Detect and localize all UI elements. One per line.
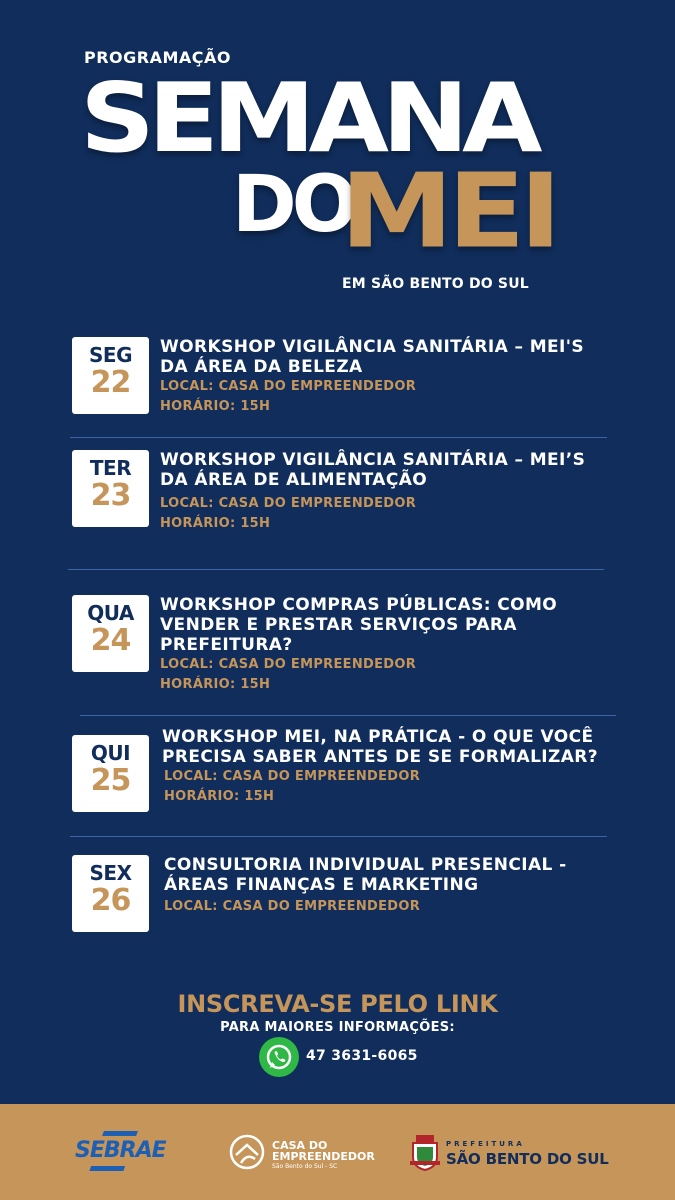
day-number: 25 <box>90 763 131 798</box>
more-info-label: PARA MAIORES INFORMAÇÕES: <box>220 1020 455 1035</box>
event-title: WORKSHOP COMPRAS PÚBLICAS: COMO VENDER E PRESTAR SERVIÇOS PARA PREFEITURA? <box>160 595 558 655</box>
day-number: 22 <box>90 365 131 400</box>
prefeitura-name: SÃO BENTO DO SUL <box>446 1150 609 1168</box>
divider <box>70 836 607 837</box>
event-info <box>160 450 612 534</box>
date-badge <box>72 855 149 932</box>
day-number: 26 <box>90 883 131 918</box>
event-info <box>160 337 612 417</box>
event-location: LOCAL: CASA DO EMPREENDEDOR <box>164 769 421 784</box>
event-info <box>164 855 616 917</box>
weekday: SEG <box>89 343 132 367</box>
event-title: WORKSHOP VIGILÂNCIA SANITÁRIA – MEI'S DA ÁREA DA BELEZA <box>160 337 585 377</box>
date-badge <box>72 735 149 812</box>
program-kicker: PROGRAMAÇÃO <box>84 48 232 67</box>
weekday: QUA <box>87 601 134 625</box>
house-icon <box>228 1133 266 1171</box>
event-info <box>160 595 612 695</box>
event-title: WORKSHOP VIGILÂNCIA SANITÁRIA – MEI’S DA ÁREA DE ALIMENTAÇÃO <box>160 450 586 490</box>
divider <box>80 715 616 716</box>
sebrae-logo-text: SEBRAE <box>75 1138 166 1163</box>
weekday: QUI <box>90 741 131 765</box>
signup-cta: INSCREVA-SE PELO LINK <box>177 990 498 1018</box>
weekday: TER <box>89 456 132 480</box>
event-title: WORKSHOP MEI, NA PRÁTICA - O QUE VOCÊ PRECISA SABER ANTES DE SE FORMALIZAR? <box>162 727 599 767</box>
day-number: 23 <box>90 478 131 513</box>
casa-subtitle: São Bento do Sul - SC <box>272 1163 338 1170</box>
date-badge <box>72 450 149 527</box>
divider <box>68 569 604 570</box>
title-mei: MEI <box>340 151 556 271</box>
event-location: LOCAL: CASA DO EMPREENDEDOR <box>160 496 417 511</box>
whatsapp-icon[interactable] <box>259 1037 299 1077</box>
title-semana: SEMANA <box>80 61 536 174</box>
event-time: HORÁRIO: 15H <box>160 399 271 414</box>
day-number: 24 <box>90 623 131 658</box>
event-location: LOCAL: CASA DO EMPREENDEDOR <box>160 657 417 672</box>
prefeitura-label: PREFEITURA <box>446 1140 525 1148</box>
weekday: SEX <box>89 861 132 885</box>
event-time: HORÁRIO: 15H <box>160 516 271 531</box>
event-time: HORÁRIO: 15H <box>160 677 271 692</box>
city-crest-icon <box>410 1135 440 1171</box>
event-location: LOCAL: CASA DO EMPREENDEDOR <box>164 899 421 914</box>
casa-logo-text <box>272 1140 375 1162</box>
title-do: DO <box>232 160 354 250</box>
event-title: CONSULTORIA INDIVIDUAL PRESENCIAL - ÁREAS FINANÇAS E MARKETING <box>164 855 567 895</box>
phone-number[interactable]: 47 3631-6065 <box>306 1048 418 1064</box>
event-info <box>162 727 614 807</box>
event-location: LOCAL: CASA DO EMPREENDEDOR <box>160 379 417 394</box>
divider <box>70 437 607 438</box>
city-subtitle: EM SÃO BENTO DO SUL <box>342 276 529 292</box>
casa-line2: EMPREENDEDOR <box>272 1150 375 1163</box>
date-badge <box>72 595 149 672</box>
casa-line1: CASA DO <box>272 1139 328 1152</box>
event-time: HORÁRIO: 15H <box>164 789 275 804</box>
date-badge <box>72 337 149 414</box>
